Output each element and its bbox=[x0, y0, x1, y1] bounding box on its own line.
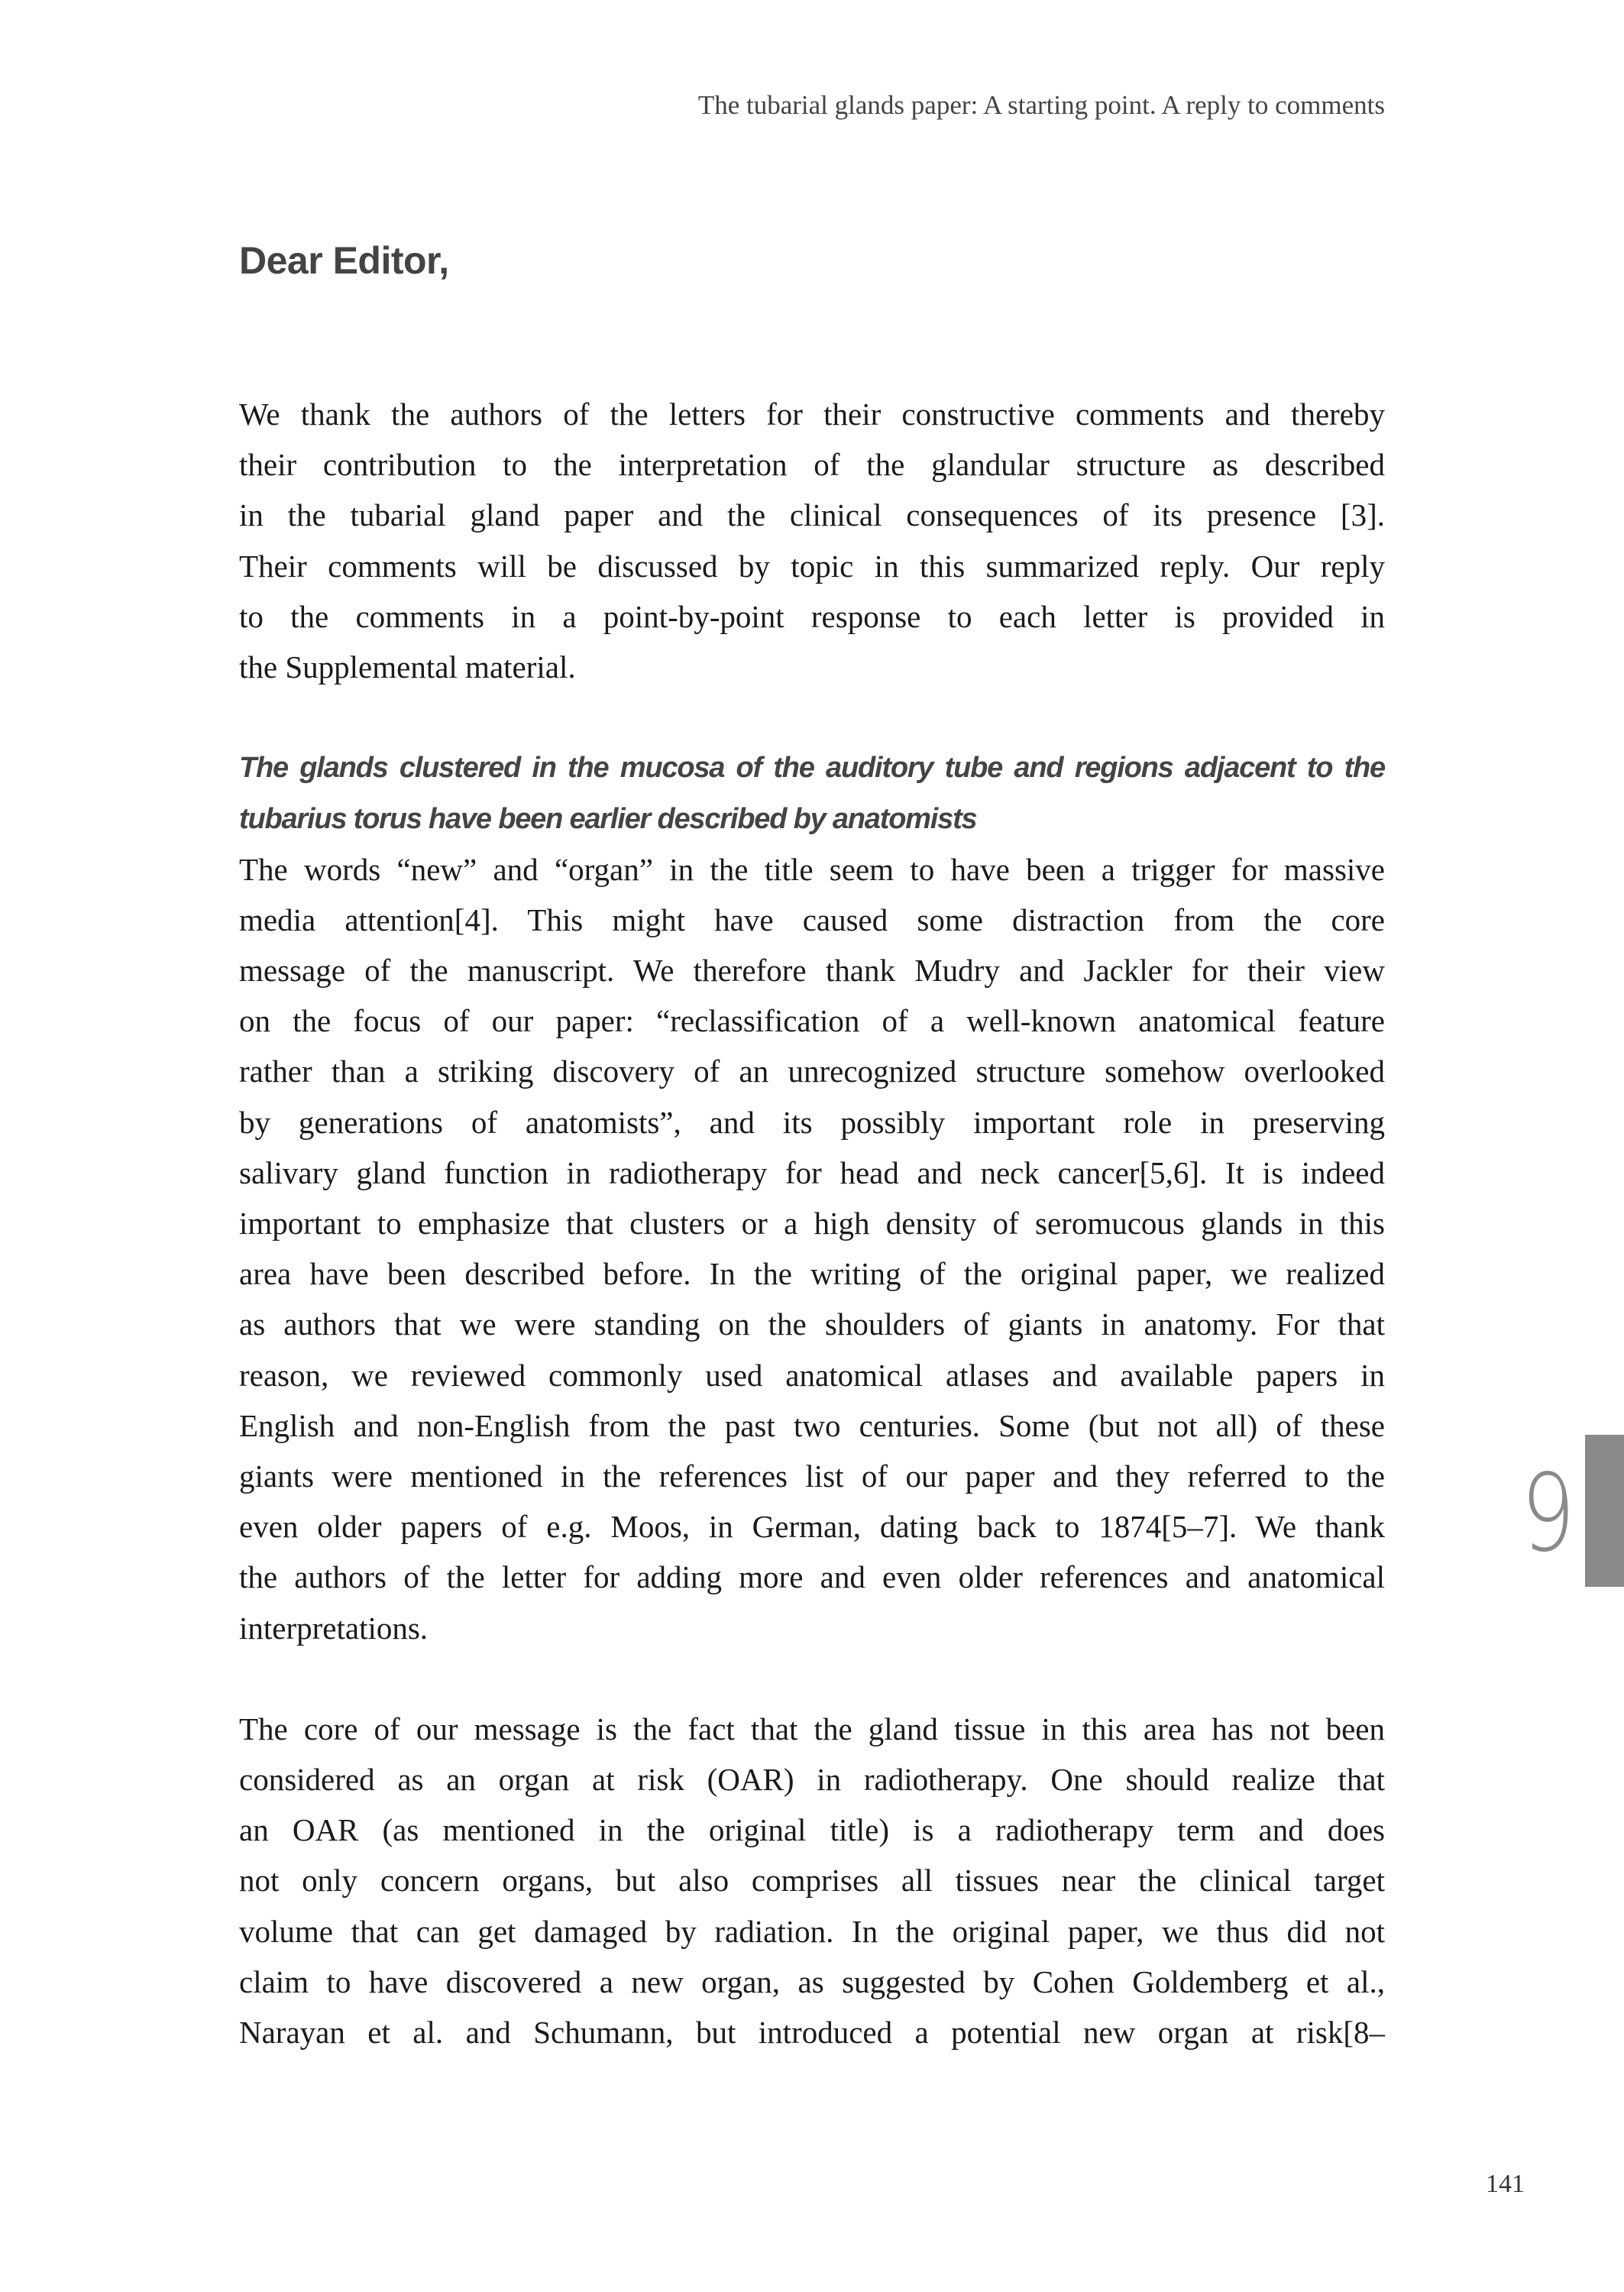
text-line: by generations of anatomists”, and its possibly important role in preserving bbox=[239, 1104, 1385, 1140]
text-line: reason, we reviewed commonly used anatomical atlases and available papers in bbox=[239, 1357, 1385, 1393]
text-line: We thank the authors of the letters for their constructive comments and thereby bbox=[239, 397, 1385, 432]
text-line: Narayan et al. and Schumann, but introduced a potential new organ at risk[8– bbox=[239, 2015, 1385, 2050]
salutation: Dear Editor, bbox=[239, 239, 449, 282]
text-line: The core of our message is the fact that the gland tissue in this area has not been bbox=[239, 1711, 1385, 1747]
text-line: not only concern organs, but also comprises all tissues near the clinical target bbox=[239, 1863, 1385, 1899]
text-line: interpretations. bbox=[239, 1610, 429, 1646]
running-head: The tubarial glands paper: A starting point. A reply to comments bbox=[697, 90, 1385, 120]
body-text bbox=[239, 389, 1385, 2057]
text-line: tubarius torus have been earlier described by anatomists bbox=[239, 802, 977, 835]
text-line: volume that can get damaged by radiation. In the original paper, we thus did not bbox=[239, 1913, 1385, 1949]
text-line: an OAR (as mentioned in the original title) is a radiotherapy term and does bbox=[239, 1812, 1385, 1848]
paragraph-gap bbox=[239, 1653, 1385, 1704]
text-line: The words “new” and “organ” in the title seem to have been a trigger for massive bbox=[239, 851, 1385, 887]
section-heading bbox=[239, 743, 1385, 843]
text-line: in the tubarial gland paper and the clinical consequences of its presence [3]. bbox=[239, 497, 1385, 533]
text-line: media attention[4]. This might have caused some distraction from the core bbox=[239, 902, 1385, 937]
text-line: English and non-English from the past two centuries. Some (but not all) of these bbox=[239, 1407, 1385, 1443]
chapter-number: 9 bbox=[1520, 1452, 1576, 1576]
text-line: area have been described before. In the writing of the original paper, we realized bbox=[239, 1256, 1385, 1292]
chapter-tab bbox=[1585, 1435, 1624, 1587]
text-line: message of the manuscript. We therefore thank Mudry and Jackler for their view bbox=[239, 953, 1385, 989]
text-line: to the comments in a point-by-point response to each letter is provided in bbox=[239, 598, 1385, 634]
text-line: Their comments will be discussed by topic in this summarized reply. Our reply bbox=[239, 548, 1385, 584]
text-line: as authors that we were standing on the shoulders of giants in anatomy. For that bbox=[239, 1306, 1385, 1342]
text-line: claim to have discovered a new organ, as suggested by Cohen Goldemberg et al., bbox=[239, 1963, 1385, 1999]
text-line: considered as an organ at risk (OAR) in radiotherapy. One should realize that bbox=[239, 1762, 1385, 1798]
paragraph-1 bbox=[239, 389, 1385, 692]
text-line: on the focus of our paper: “reclassification of a well-known anatomical feature bbox=[239, 1003, 1385, 1039]
text-line: giants were mentioned in the references list of our paper and they referred to the bbox=[239, 1458, 1385, 1494]
text-line: their contribution to the interpretation of the glandular structure as described bbox=[239, 447, 1385, 483]
page-number: 141 bbox=[1486, 2170, 1525, 2198]
paragraph-3 bbox=[239, 1704, 1385, 2057]
paragraph-2 bbox=[239, 844, 1385, 1653]
paragraph-gap bbox=[239, 692, 1385, 743]
text-line: rather than a striking discovery of an unrecognized structure somehow overlooked bbox=[239, 1054, 1385, 1089]
text-line: the authors of the letter for adding more and even older references and anatomical bbox=[239, 1559, 1385, 1595]
text-line: salivary gland function in radiotherapy for head and neck cancer[5,6]. It is indeed bbox=[239, 1154, 1385, 1190]
text-line: the Supplemental material. bbox=[239, 649, 576, 685]
text-line: even older papers of e.g. Moos, in German, dating back to 1874[5–7]. We thank bbox=[239, 1509, 1385, 1545]
text-line: important to emphasize that clusters or a high density of seromucous glands in this bbox=[239, 1206, 1385, 1241]
text-line: The glands clustered in the mucosa of the auditory tube and regions adjacent to the bbox=[239, 752, 1385, 785]
